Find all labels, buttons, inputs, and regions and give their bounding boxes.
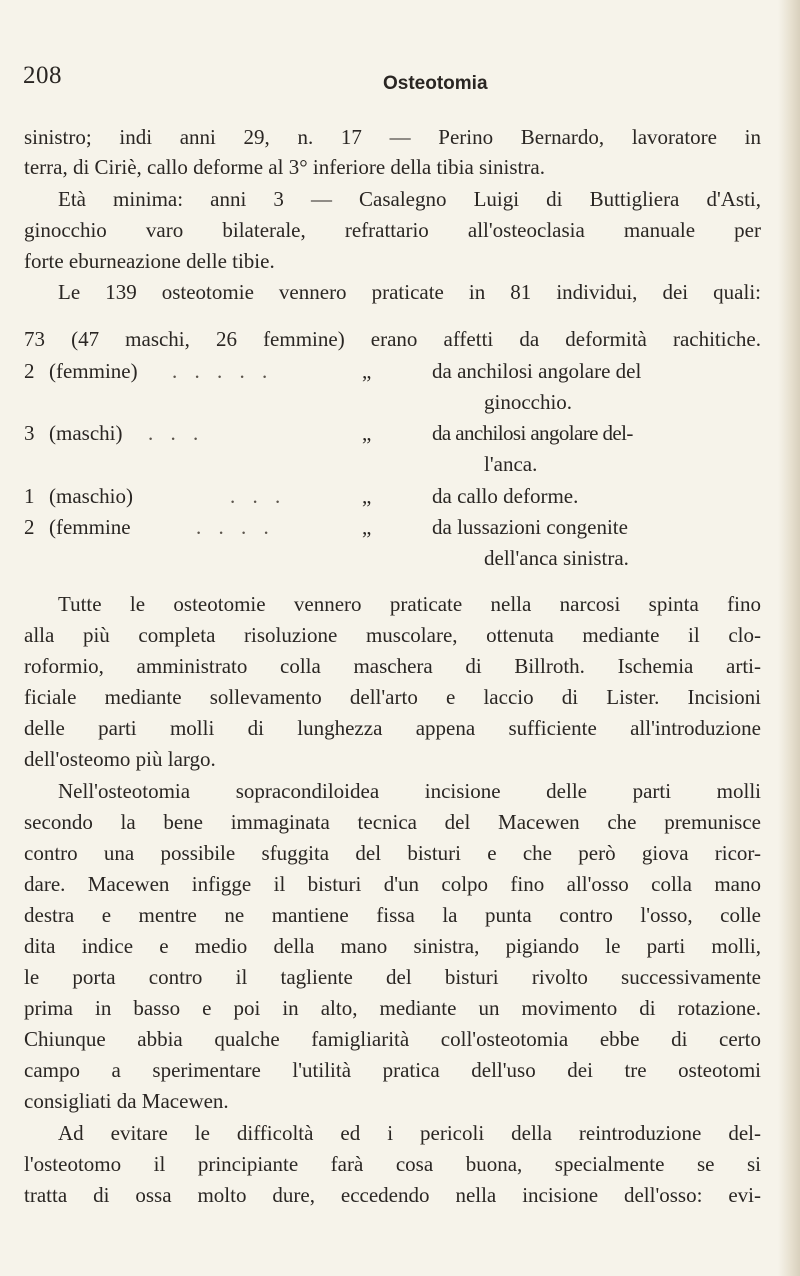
row-count: 1	[24, 484, 35, 508]
text-line: Ad evitare le difficoltà ed i pericoli della reintroduzione del-	[58, 1121, 761, 1145]
table-first-line: 73 (47 maschi, 26 femmine) erano affetti da deformità rachitiche.	[24, 327, 761, 351]
page-number: 208	[23, 62, 62, 89]
text-line: dita indice e medio della mano sinistra, pigiando le parti molli,	[24, 934, 761, 958]
row-cause-continued: l'anca.	[484, 452, 538, 476]
row-sex: (maschi)	[49, 421, 123, 445]
text-line: le porta contro il tagliente del bisturi rivolto successivamente	[24, 965, 761, 989]
text-line: delle parti molli di lunghezza appena sufficiente all'introduzione	[24, 716, 761, 740]
text-line: Le 139 osteotomie vennero praticate in 81 individui, dei quali:	[58, 280, 761, 304]
text-line: Nell'osteotomia sopracondiloidea incisione delle parti molli	[58, 779, 761, 803]
text-line: alla più completa risoluzione muscolare, ottenuta mediante il clo-	[24, 623, 761, 647]
row-cause: da callo deforme.	[432, 484, 579, 508]
row-leader: . . . .	[196, 515, 275, 539]
row-cause: da lussazioni congenite	[432, 515, 628, 539]
row-count: 2	[24, 359, 35, 383]
text-line: dare. Macewen infigge il bisturi d'un colpo fino all'osso colla mano	[24, 872, 761, 896]
text-line: terra, di Ciriè, callo deforme al 3° inferiore della tibia sinistra.	[24, 155, 545, 179]
row-leader: . . .	[230, 484, 287, 508]
row-count: 3	[24, 421, 35, 445]
text-line: Età minima: anni 3 — Casalegno Luigi di Buttigliera d'Asti,	[58, 187, 761, 211]
text-line: forte eburneazione delle tibie.	[24, 249, 275, 273]
row-ditto: „	[362, 515, 372, 539]
text-line: secondo la bene immaginata tecnica del Macewen che premunisce	[24, 810, 761, 834]
text-line: roformio, amministrato colla maschera di Billroth. Ischemia arti-	[24, 654, 761, 678]
row-sex: (maschio)	[49, 484, 133, 508]
text-line: Tutte le osteotomie vennero praticate nella narcosi spinta fino	[58, 592, 761, 616]
text-line: ficiale mediante sollevamento dell'arto e laccio di Lister. Incisioni	[24, 685, 761, 709]
row-leader: . . . . .	[172, 359, 274, 383]
text-line: campo a sperimentare l'utilità pratica dell'uso dei tre osteotomi	[24, 1058, 761, 1082]
row-count: 2	[24, 515, 35, 539]
row-leader: . . .	[148, 421, 205, 445]
row-cause-continued: ginocchio.	[484, 390, 573, 414]
row-cause-continued: dell'anca sinistra.	[484, 546, 629, 570]
running-title: Osteotomia	[383, 73, 488, 94]
text-line: Chiunque abbia qualche famigliarità coll'osteotomia ebbe di certo	[24, 1027, 761, 1051]
text-line: destra e mentre ne mantiene fissa la punta contro l'osso, colle	[24, 903, 761, 927]
text-line: contro una possibile sfuggita del bisturi e che però giova ricor-	[24, 841, 761, 865]
text-line: tratta di ossa molto dure, eccedendo nella incisione dell'osso: evi-	[24, 1183, 761, 1207]
row-ditto: „	[362, 484, 372, 508]
row-ditto: „	[362, 421, 372, 445]
text-line: dell'osteomo più largo.	[24, 747, 216, 771]
text-line: prima in basso e poi in alto, mediante un movimento di rotazione.	[24, 996, 761, 1020]
page-edge-shadow	[778, 0, 800, 1276]
text-line: consigliati da Macewen.	[24, 1089, 229, 1113]
row-sex: (femmine)	[49, 359, 138, 383]
row-sex: (femmine	[49, 515, 131, 539]
row-cause: da anchilosi angolare del-	[432, 421, 633, 445]
row-ditto: „	[362, 359, 372, 383]
text-line: ginocchio varo bilaterale, refrattario all'osteoclasia manuale per	[24, 218, 761, 242]
row-cause: da anchilosi angolare del	[432, 359, 642, 383]
text-line: l'osteotomo il principiante farà cosa buona, specialmente se si	[24, 1152, 761, 1176]
text-line: sinistro; indi anni 29, n. 17 — Perino Bernardo, lavoratore in	[24, 125, 761, 149]
